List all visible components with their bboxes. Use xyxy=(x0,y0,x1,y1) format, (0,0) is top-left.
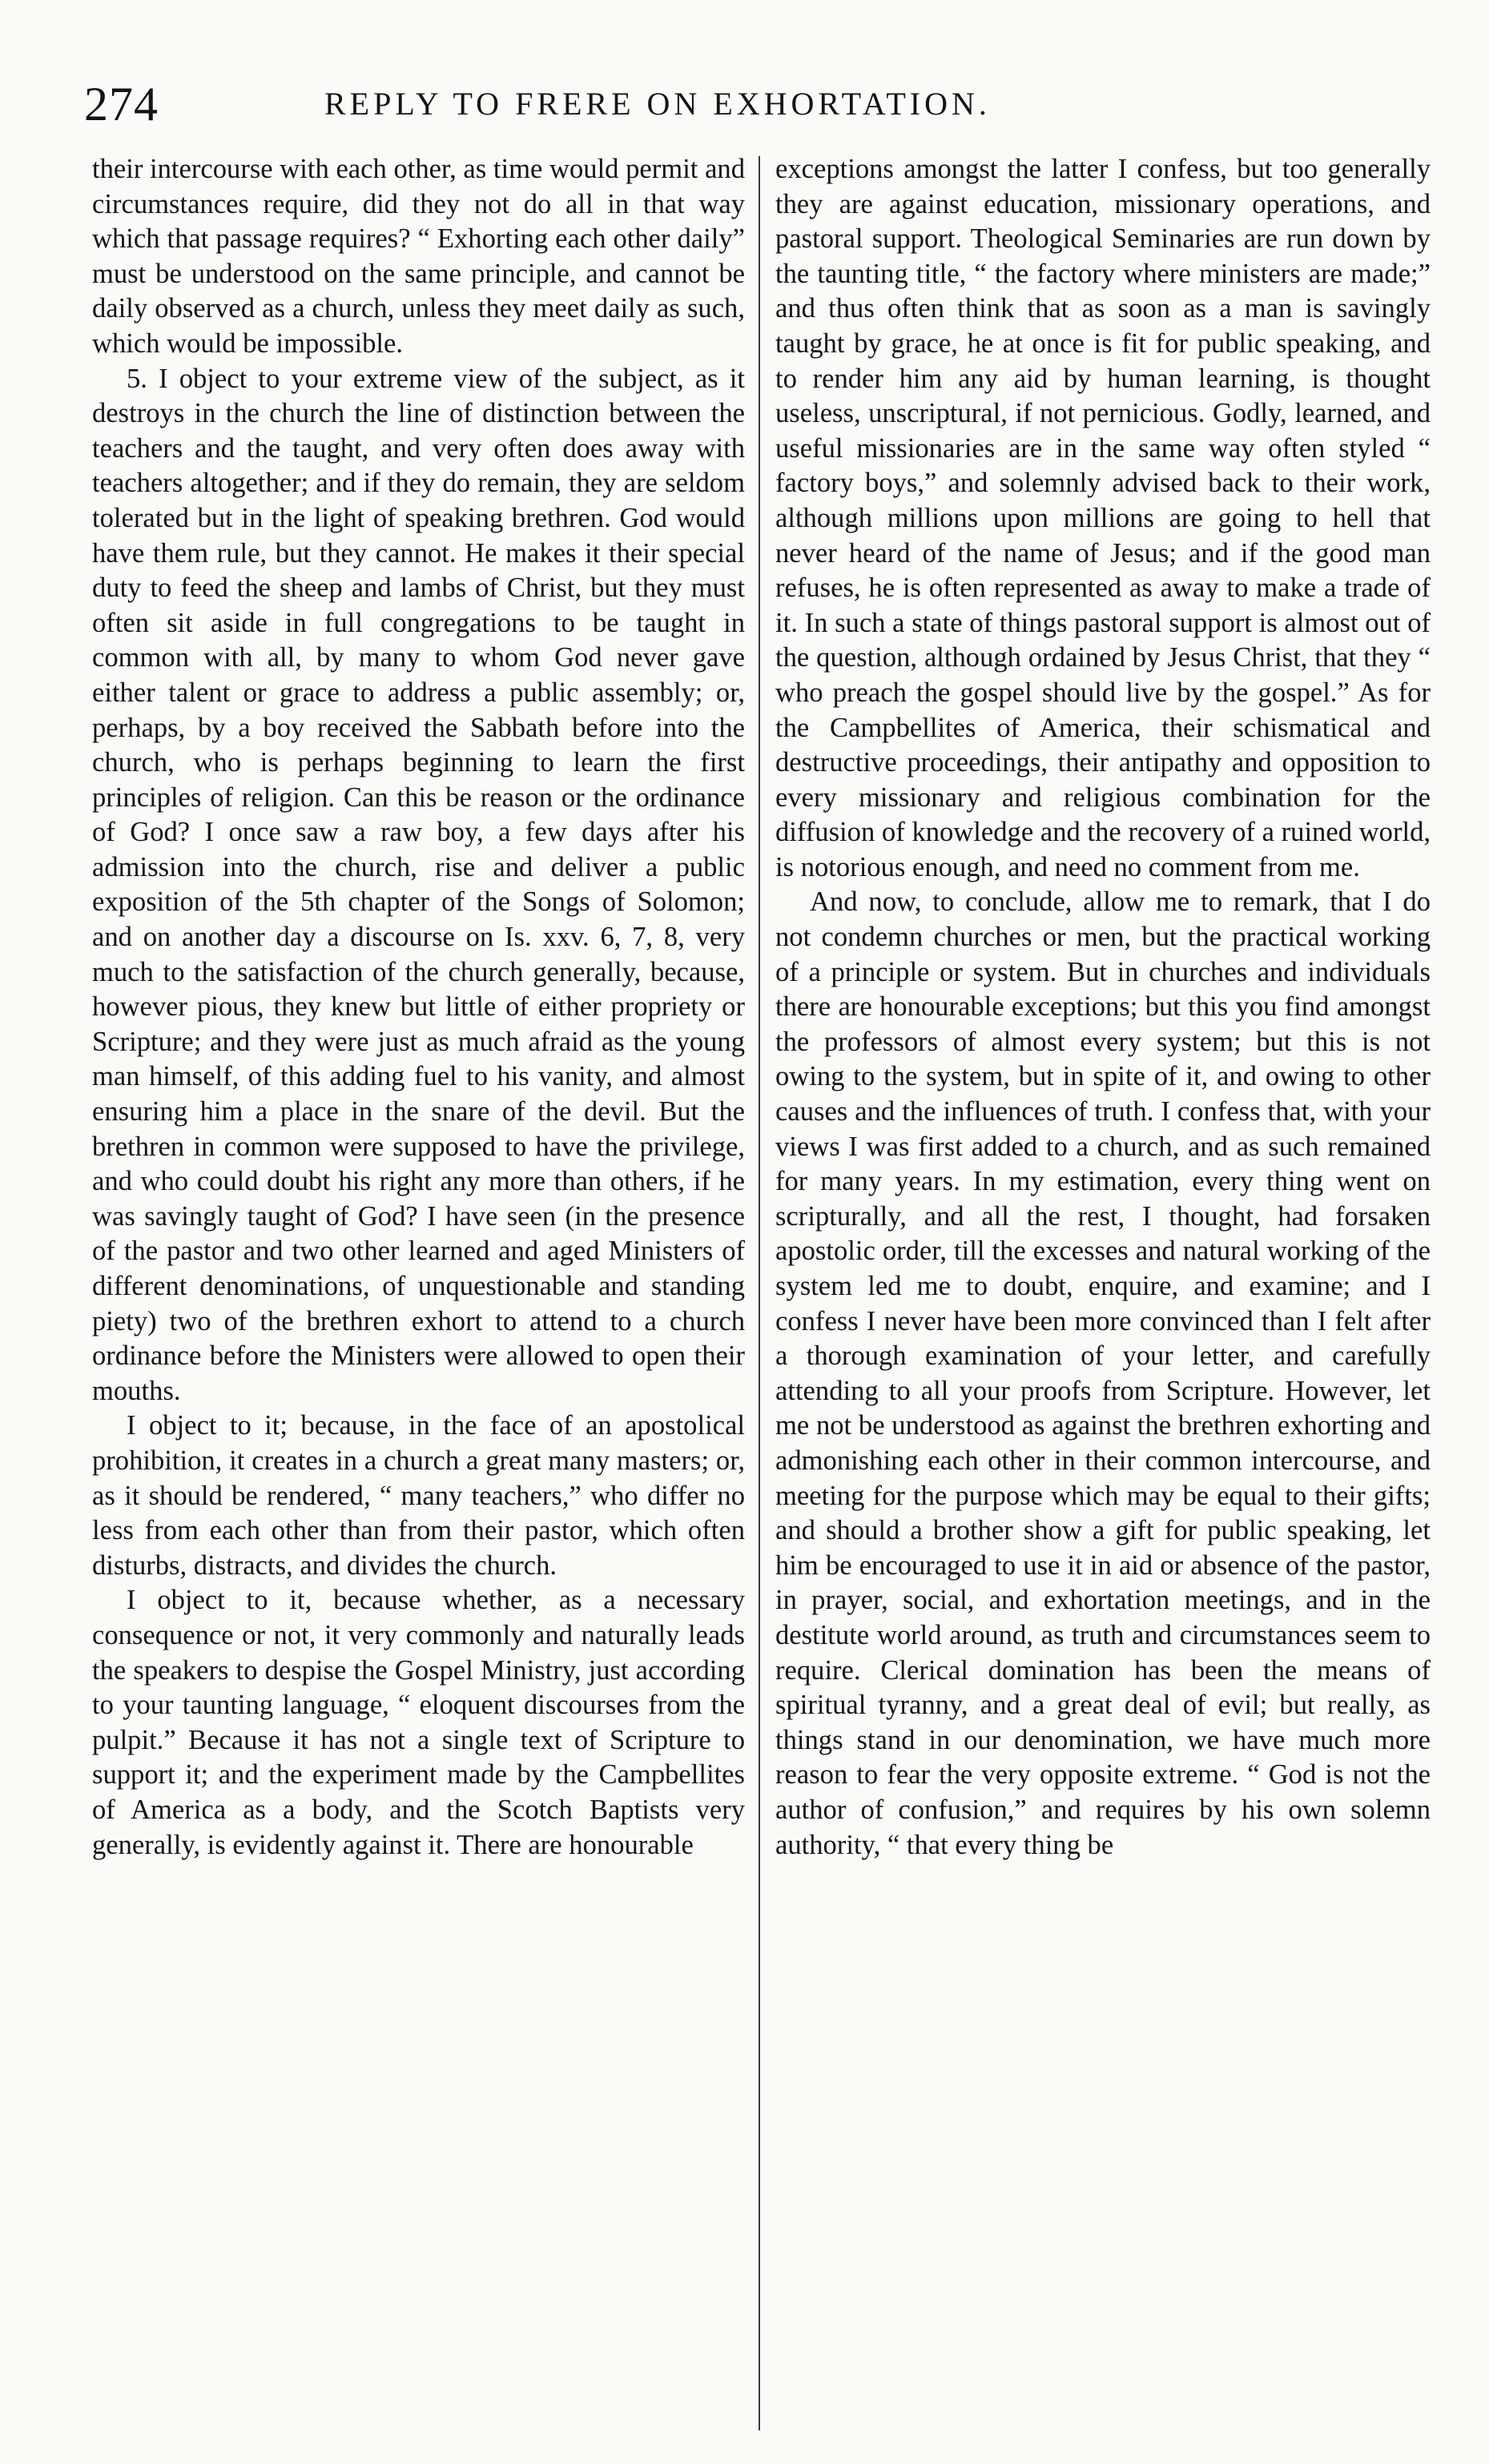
paragraph: I object to it; because, in the face of an apostolical prohibition, it creates in a church a great many masters; or, as it should be rendered, “ many teachers,” who differ no less from each other than from their pastor, which often disturbs, distracts, and divides the church. xyxy=(92,1410,745,1581)
page-number: 274 xyxy=(84,78,159,131)
left-column xyxy=(92,152,745,2442)
column-divider xyxy=(759,156,760,2430)
page-header xyxy=(84,72,1430,136)
right-column xyxy=(775,152,1431,2442)
paragraph: their intercourse with each other, as time would permit and circumstances require, did they not do all in that way which that passage requires? “ Exhorting each other daily” must be understood on the same principle, and cannot be daily observed as a church, unless they meet daily as such, which would be impossible. xyxy=(92,154,745,359)
paragraph: 5. I object to your extreme view of the subject, as it destroys in the church the line of distinction between the teachers and the taught, and very often does away with teachers altogether; and if they do remain, they are seldom tolerated but in the light of speaking brethren. God would have them rule, but they cannot. He makes it their special duty to feed the sheep and lambs of Christ, but they must often sit aside in full congregations to be taught in common with all, by many to whom God never gave either talent or grace to address a public assembly; or, perhaps, by a boy received the Sabbath before into the church, who is perhaps beginning to learn the first principles of religion. Can this be reason or the ordinance of God? I once saw a raw boy, a few days after his admission into the church, rise and deliver a public exposition of the 5th chapter of the Songs of Solomon; and on another day a discourse on Is. xxv. 6, 7, 8, very much to the satisfaction of the church generally, because, however pious, they knew but little of either propriety or Scripture; and they were just as much afraid as the young man himself, of this adding fuel to his vanity, and almost ensuring him a place in the snare of the devil. But the brethren in common were supposed to have the privilege, and who could doubt his right any more than others, if he was savingly taught of God? I have seen (in the presence of the pastor and two other learned and aged Ministers of different denominations, of unquestionable and standing piety) two of the brethren exhort to attend to a church ordinance before the Ministers were allowed to open their mouths. xyxy=(92,363,745,1406)
paragraph: exceptions amongst the latter I confess, but too generally they are against education, missionary operations, and pastoral support. Theological Seminaries are run down by the taunting title, “ the factory where ministers are made;” and thus often think that as soon as a man is savingly taught by grace, he at once is fit for public speaking, and to render him any aid by human learning, is thought useless, unscriptural, if not pernicious. Godly, learned, and useful missionaries are in the same way often styled “ factory boys,” and solemnly advised back to their work, although millions upon millions are going to hell that never heard of the name of Jesus; and if the good man refuses, he is often represented as away to make a trade of it. In such a state of things pastoral support is almost out of the question, although ordained by Jesus Christ, that they “ who preach the gospel should live by the gospel.” As for the Campbellites of America, their schismatical and destructive proceedings, their antipathy and opposition to every missionary and religious combination for the diffusion of knowledge and the recovery of a ruined world, is notorious enough, and need no comment from me. xyxy=(775,154,1431,882)
running-head: REPLY TO FRERE ON EXHORTATION. xyxy=(324,86,991,122)
paragraph: And now, to conclude, allow me to remark, that I do not condemn churches or men, but the practical working of a principle or system. But in churches and individuals there are honourable exceptions; but this you find amongst the professors of almost every system; but this is not owing to the system, but in spite of it, and owing to other causes and the influences of truth. I confess that, with your views I was first added to a church, and as such remained for many years. In my estimation, every thing went on scripturally, and all the rest, I thought, had forsaken apostolic order, till the excesses and natural working of the system led me to doubt, enquire, and examine; and I confess I never have been more convinced than I felt after a thorough examination of your letter, and carefully attending to all your proofs from Scripture. However, let me not be understood as against the brethren exhorting and admonishing each other in their common intercourse, and meeting for the purpose which may be equal to their gifts; and should a brother show a gift for public speaking, let him be encouraged to use it in aid or absence of the pastor, in prayer, social, and exhortation meetings, and in the destitute world around, as truth and circumstances seem to require. Clerical domination has been the means of spiritual tyranny, and a great deal of evil; but really, as things stand in our denomination, we have much more reason to fear the very opposite extreme. “ God is not the author of confusion,” and requires by his own solemn authority, “ that every thing be xyxy=(775,886,1431,1860)
paragraph: I object to it, because whether, as a necessary consequence or not, it very commonly and naturally leads the speakers to despise the Gospel Ministry, just according to your taunting language, “ eloquent discourses from the pulpit.” Because it has not a single text of Scripture to support it; and the experiment made by the Campbellites of America as a body, and the Scotch Baptists very generally, is evidently against it. There are honourable xyxy=(92,1585,745,1860)
